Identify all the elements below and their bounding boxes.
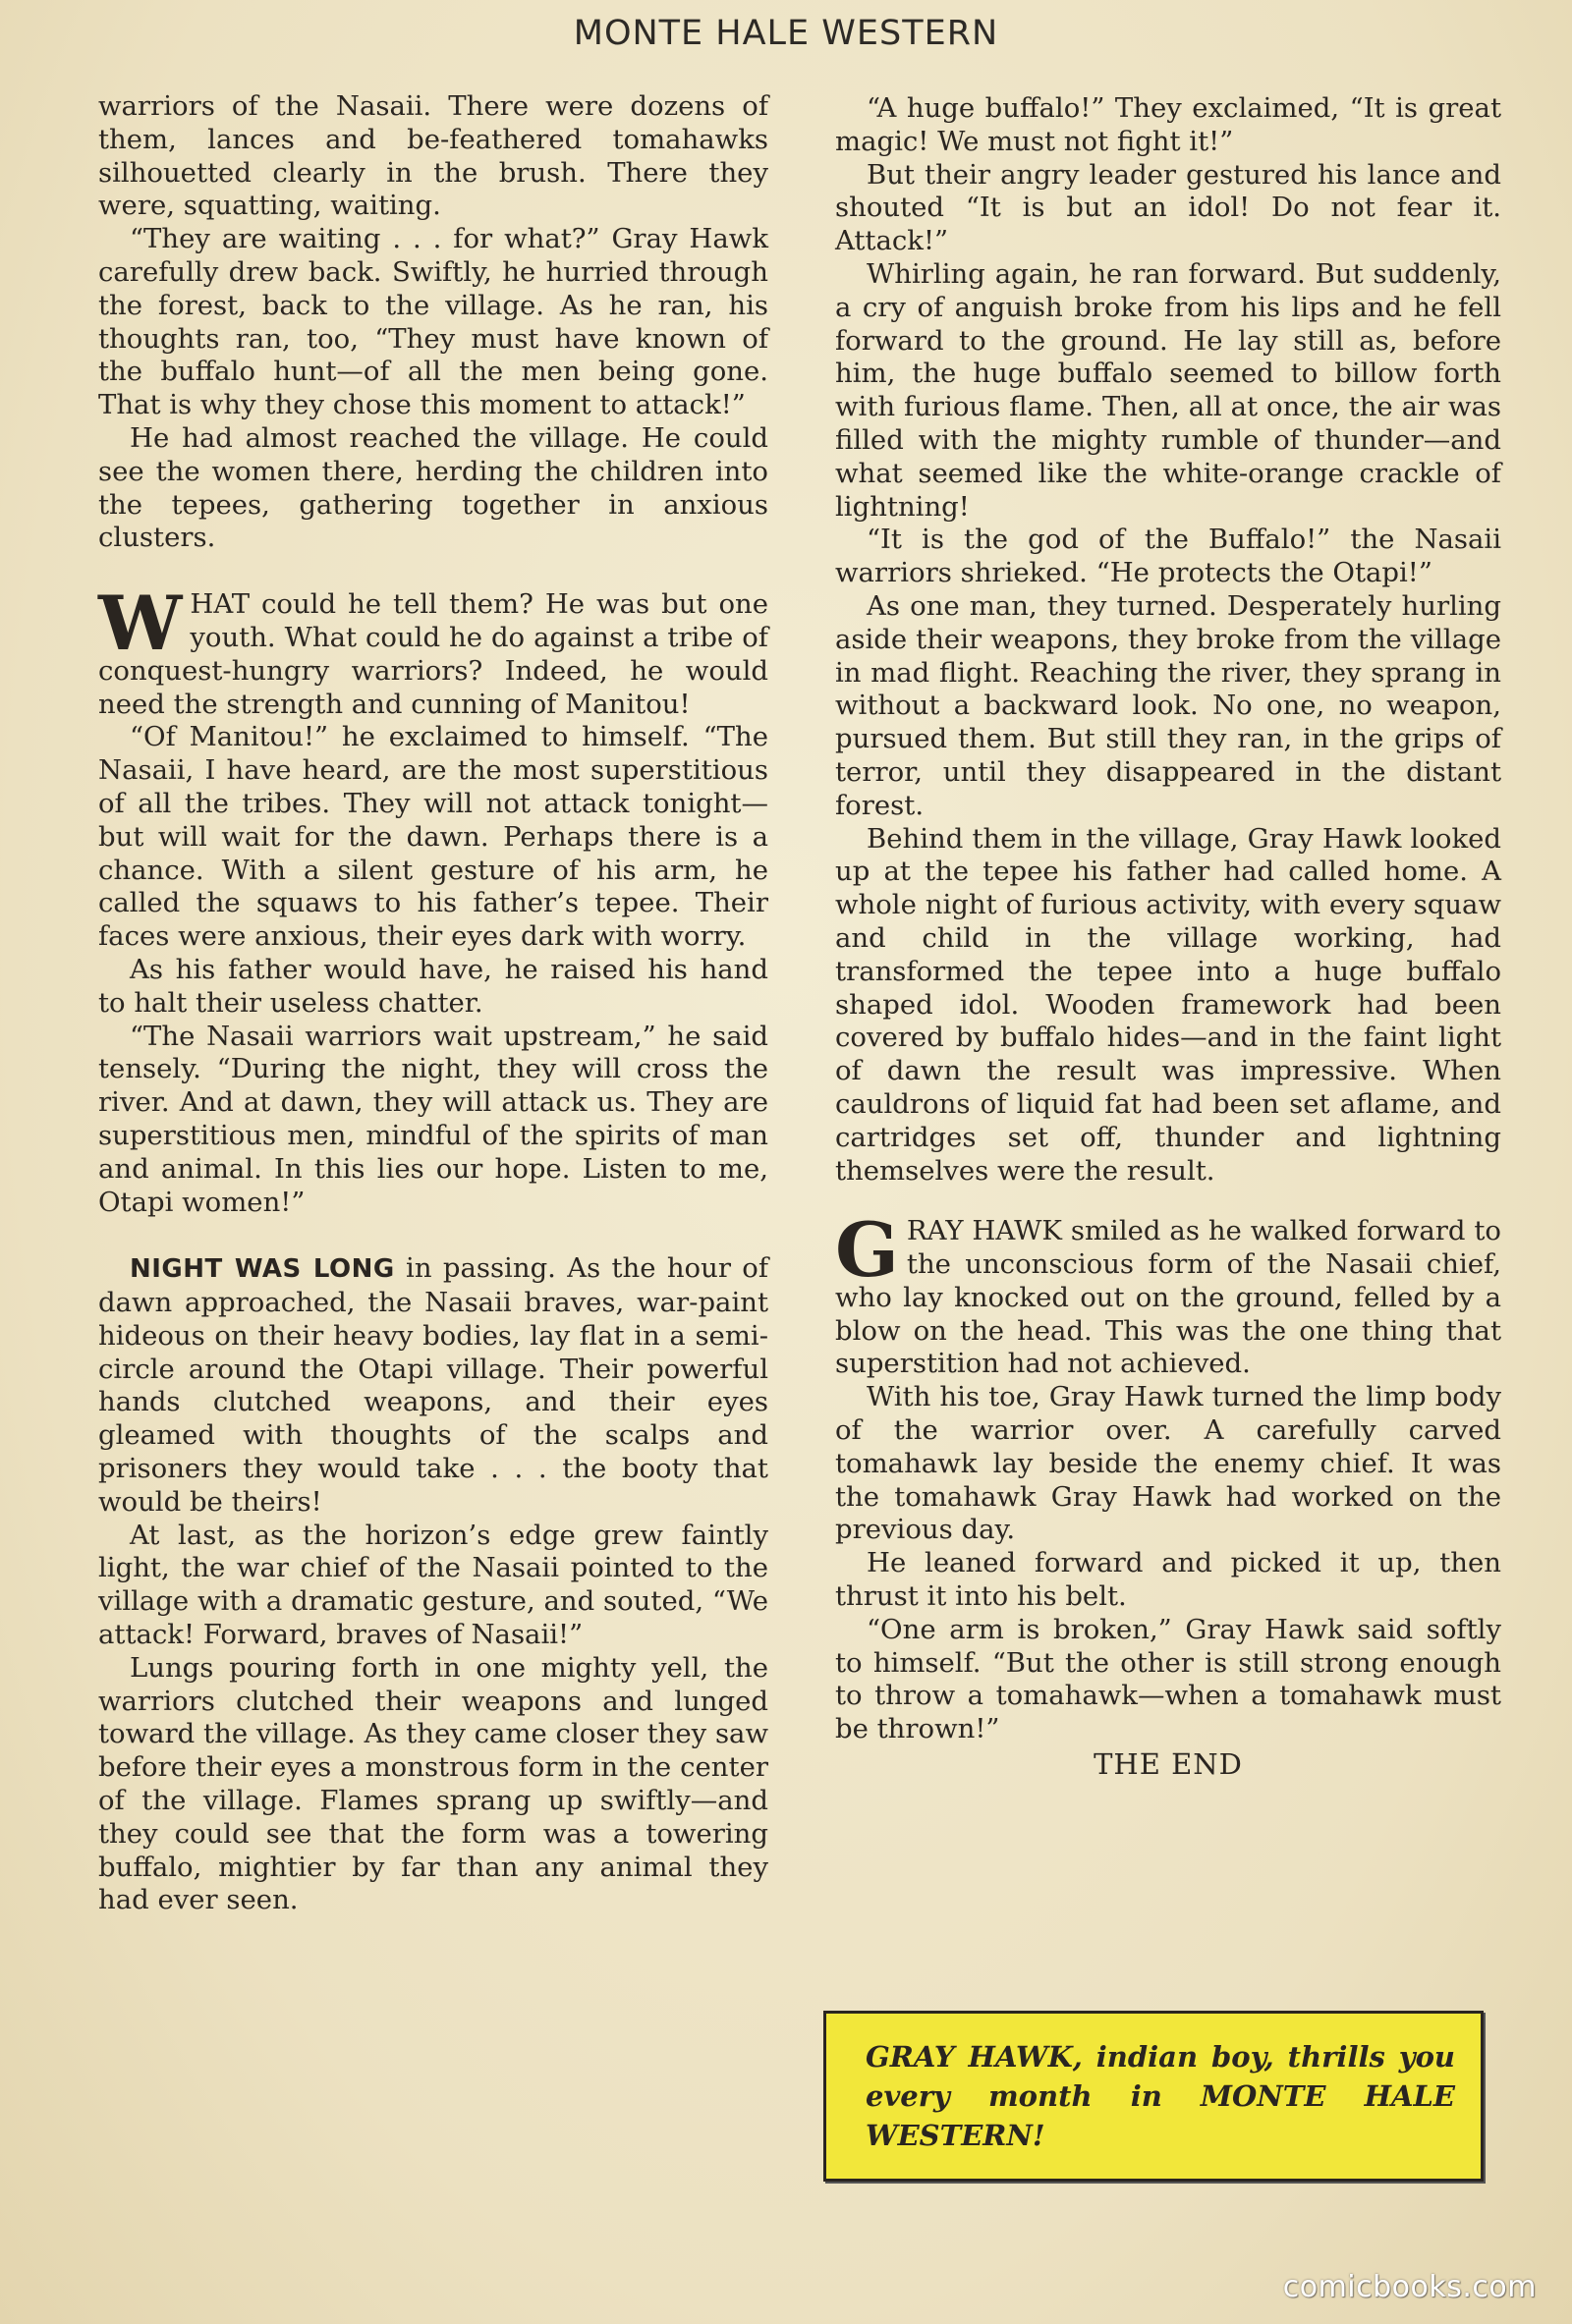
paragraph: He had almost reached the village. He could see the women there, herding the children into the tepees, gathering together in anxious clusters. <box>98 421 768 554</box>
paragraph: At last, as the horizon’s edge grew faintly light, the war chief of the Nasaii pointed to the village with a dramatic gesture, and souted, “We attack! Forward, braves of Nasaii!” <box>98 1519 768 1651</box>
left-column <box>98 90 768 1917</box>
drop-cap: G <box>835 1206 899 1295</box>
paragraph: Lungs pouring forth in one mighty yell, the warriors clutched their weapons and lunged toward the village. As they came closer they saw before their eyes a monstrous form in the center of the village. Flames sprang up swiftly—and they could see that the form was a towering buffalo, mightier by far than any animal they had ever seen. <box>98 1651 768 1916</box>
paragraph: Whirling again, he ran forward. But suddenly, a cry of anguish broke from his lips and he fell forward to the ground. He lay still as, before him, the huge buffalo seemed to billow forth with furious flame. Then, all at once, the air was filled with the mighty rumble of thunder—and what seemed like the white-orange crackle of lightning! <box>835 257 1501 523</box>
section-break <box>98 1219 768 1252</box>
paragraph: As his father would have, he raised his hand to halt their useless chatter. <box>98 953 768 1019</box>
page-header-title: MONTE HALE WESTERN <box>573 14 999 53</box>
lead-paragraph <box>98 1252 768 1519</box>
paragraph: “It is the god of the Buffalo!” the Nasaii warriors shrieked. “He protects the Otapi!” <box>835 524 1501 589</box>
dropcap-paragraph <box>98 580 768 721</box>
site-watermark: comicbooks.com <box>1282 2270 1537 2304</box>
drop-cap: W <box>98 580 183 668</box>
lead-in-text: NIGHT WAS LONG <box>130 1254 395 1285</box>
paragraph: “They are waiting . . . for what?” Gray Hawk carefully drew back. Swiftly, he hurried through the forest, back to the village. As he ran, his thoughts ran, too, “They must have known of the buffalo hunt—of all the men being gone. That is why they chose this moment to attack!” <box>98 223 768 421</box>
paragraph: As one man, they turned. Desperately hurling aside their weapons, they broke from the village in mad flight. Reaching the river, they sprang in without a backward look. No one, no weapon, pursued them. But still they ran, in the grips of terror, until they disappeared in the distant forest. <box>835 589 1501 821</box>
paragraph: “One arm is broken,” Gray Hawk said softly to himself. “But the other is still strong enough to throw a tomahawk—when a tomahawk must be thrown!” <box>835 1613 1501 1745</box>
paragraph: He leaned forward and picked it up, then thrust it into his belt. <box>835 1547 1501 1613</box>
paragraph-text: in passing. As the hour of dawn approached, the Nasaii braves, war-paint hideous on their heavy bodies, lay flat in a semi-circle around the Otapi village. Their powerful hands clutched weapons, and their eyes gleamed with thoughts of the scalps and prisoners they would take . . . the booty that would be theirs! <box>98 1252 769 1518</box>
paragraph: “The Nasaii warriors wait upstream,” he said tensely. “During the night, they will cross the river. And at dawn, they will attack us. They are superstitious men, mindful of the spirits of man and animal. In this lies our hope. Listen to me, Otapi women!” <box>98 1020 768 1218</box>
paragraph: warriors of the Nasaii. There were dozens of them, lances and be-feathered tomahawks silhouetted clearly in the brush. There they were, squatting, waiting. <box>98 90 768 222</box>
section-break <box>98 555 768 588</box>
promo-text: GRAY HAWK, indian boy, thrills you every month in MONTE HALE WESTERN! <box>866 2040 1455 2152</box>
paragraph: But their angry leader gestured his lance and shouted “It is but an idol! Do not fear it. Attack!” <box>835 158 1501 257</box>
paragraph-text: RAY HAWK smiled as he walked forward to the unconscious form of the Nasaii chief, who lay knocked out on the ground, felled by a blow on the head. This was the one thing that superstition had not achieved. <box>835 1215 1501 1380</box>
section-break <box>835 1188 1501 1215</box>
dropcap-paragraph <box>835 1206 1501 1381</box>
paragraph-text: HAT could he tell them? He was but one youth. What could he do against a tribe of conquest-hungry warriors? Indeed, he would need the strength and cunning of Manitou! <box>98 588 768 720</box>
paragraph: Behind them in the village, Gray Hawk looked up at the tepee his father had called home. A whole night of furious activity, with every squaw and child in the village working, had transformed the tepee into a huge buffalo shaped idol. Wooden framework had been covered by buffalo hides—and in the faint light of dawn the result was impressive. When cauldrons of liquid fat had been set aflame, and cartridges set off, thunder and lightning themselves were the result. <box>835 822 1501 1187</box>
paragraph: “Of Manitou!” he exclaimed to himself. “The Nasaii, I have heard, are the most superstitious of all the tribes. They will not attack tonight—but will wait for the dawn. Perhaps there is a chance. With a silent gesture of his arm, he called the squaws to his father’s tepee. Their faces were anxious, their eyes dark with worry. <box>98 721 768 953</box>
promo-box <box>823 2011 1484 2182</box>
right-column <box>835 92 1501 1782</box>
paragraph: With his toe, Gray Hawk turned the limp body of the warrior over. A carefully carved tomahawk lay beside the enemy chief. It was the tomahawk Gray Hawk had worked on the previous day. <box>835 1381 1501 1546</box>
the-end-label: THE END <box>1094 1747 1243 1782</box>
paragraph: “A huge buffalo!” They exclaimed, “It is great magic! We must not fight it!” <box>835 92 1501 157</box>
